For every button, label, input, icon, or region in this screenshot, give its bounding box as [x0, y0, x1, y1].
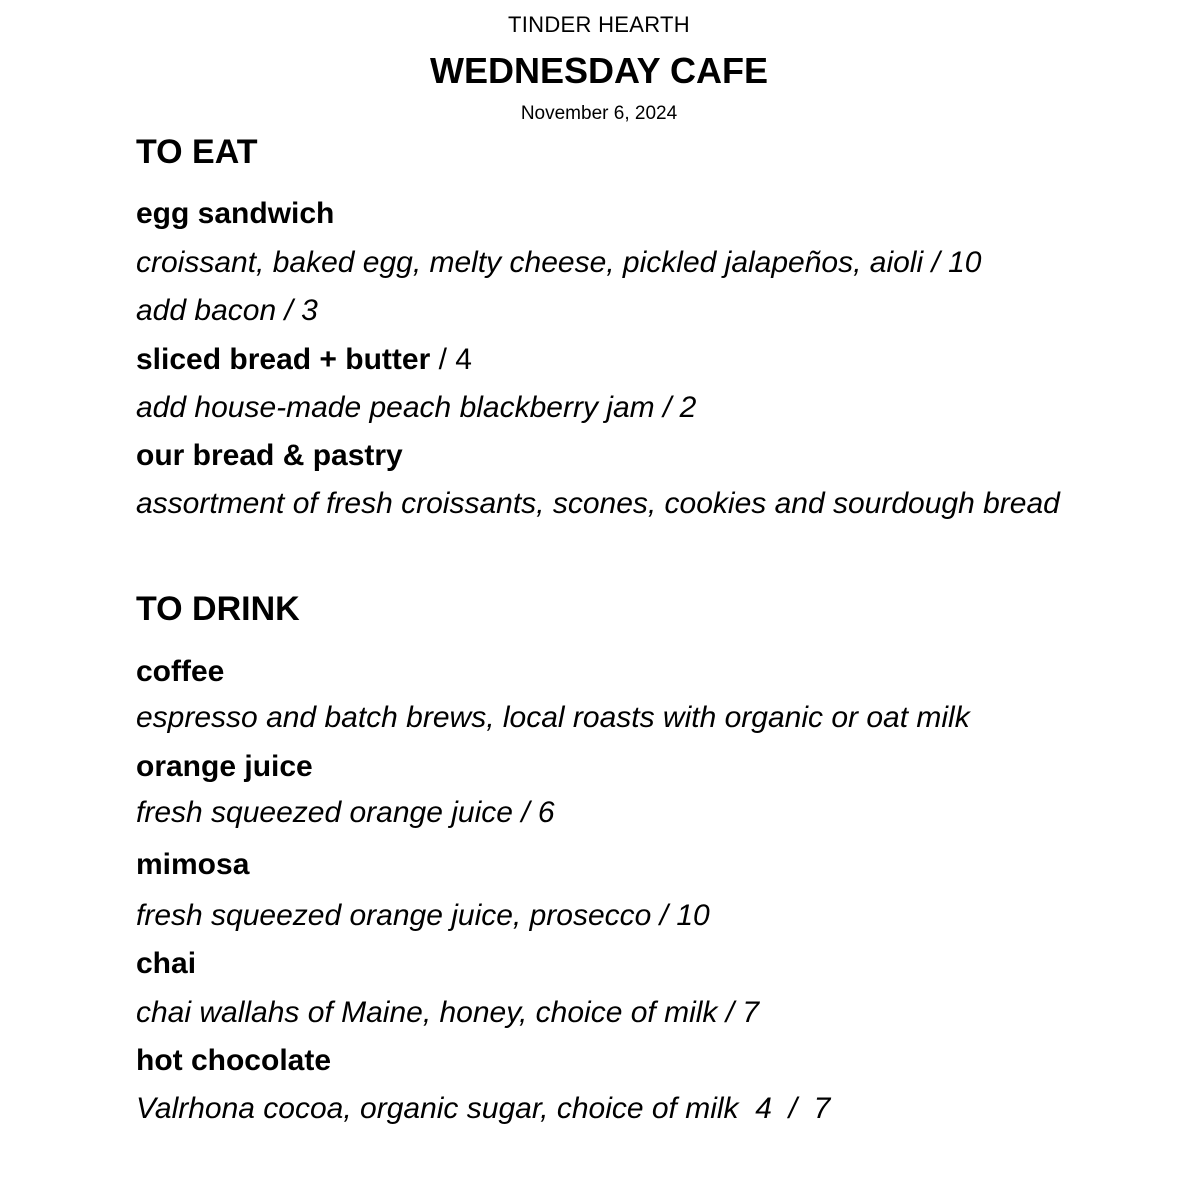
- item-name-mimosa: mimosa: [136, 848, 250, 881]
- menu-date: November 6, 2024: [520, 103, 678, 124]
- item-name-hot-chocolate: hot chocolate: [136, 1044, 332, 1077]
- item-desc-egg-sandwich: croissant, baked egg, melty cheese, pickled jalapeños, aioli / 10: [136, 246, 982, 279]
- item-price-sliced-bread: / 4: [438, 343, 472, 376]
- item-desc-hot-chocolate: Valrhona cocoa, organic sugar, choice of milk 4 / 7: [136, 1092, 831, 1125]
- item-name-orange-juice: orange juice: [136, 750, 313, 783]
- brand-name: TINDER HEARTH: [508, 12, 690, 37]
- item-desc-mimosa: fresh squeezed orange juice, prosecco / 10: [136, 899, 710, 932]
- item-name-sliced-bread: [136, 342, 472, 378]
- item-desc-sliced-bread: add house-made peach blackberry jam / 2: [136, 391, 697, 424]
- item-desc-chai: chai wallahs of Maine, honey, choice of milk / 7: [136, 996, 760, 1029]
- section-title-to-drink: TO DRINK: [136, 590, 300, 628]
- item-name-sliced-bread-label: sliced bread + butter: [136, 343, 431, 376]
- section-title-to-eat: TO EAT: [136, 133, 258, 171]
- item-addon-egg-sandwich: add bacon / 3: [136, 294, 318, 327]
- item-desc-bread-pastry: assortment of fresh croissants, scones, cookies and sourdough bread: [136, 487, 1060, 520]
- item-desc-coffee: espresso and batch brews, local roasts with organic or oat milk: [136, 701, 970, 734]
- page-title: WEDNESDAY CAFE: [429, 50, 769, 91]
- item-desc-orange-juice: fresh squeezed orange juice / 6: [136, 796, 555, 829]
- item-name-egg-sandwich: egg sandwich: [136, 197, 335, 230]
- item-name-coffee: coffee: [136, 655, 225, 688]
- item-name-bread-pastry: our bread & pastry: [136, 439, 403, 472]
- item-name-chai: chai: [136, 947, 197, 980]
